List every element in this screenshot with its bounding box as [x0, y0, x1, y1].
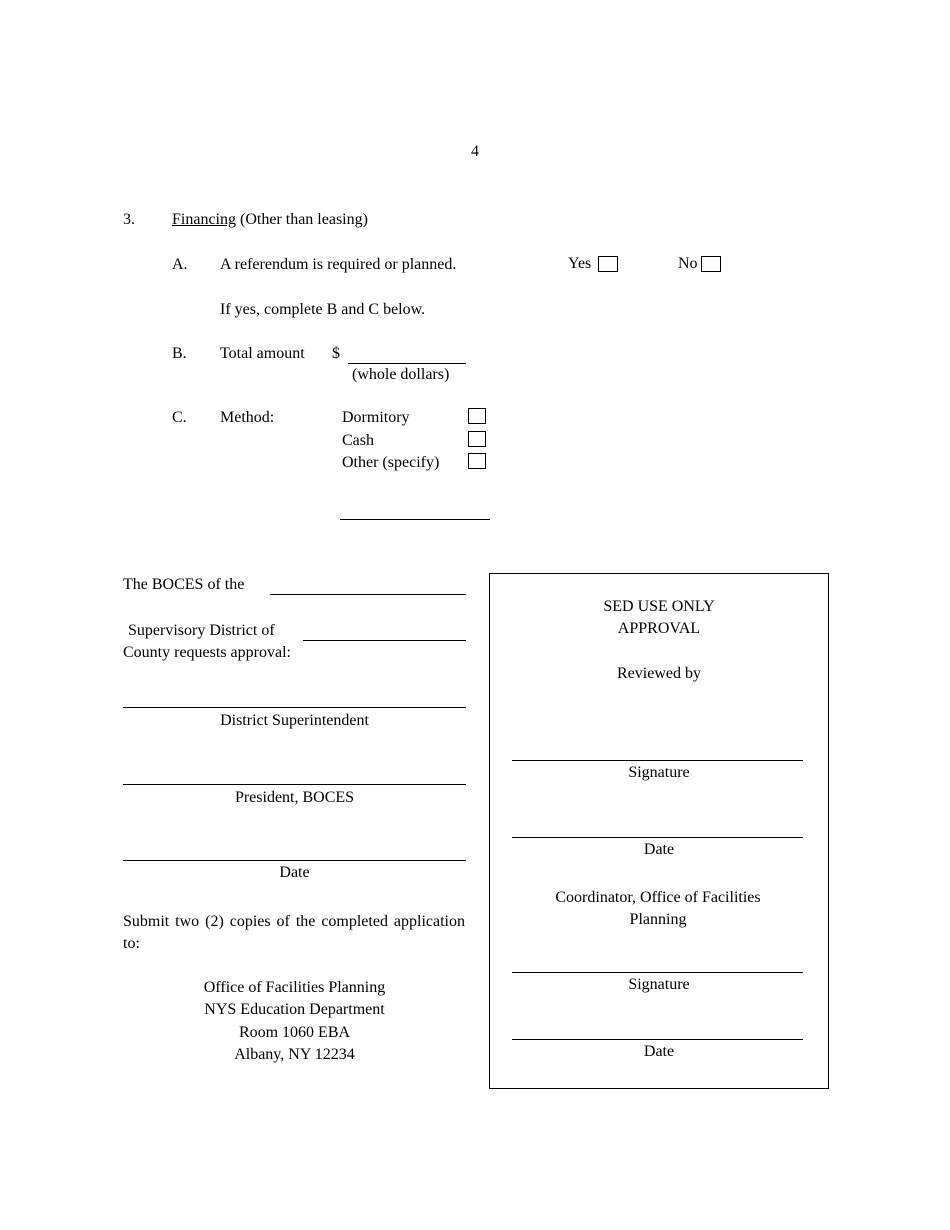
method-option-dormitory: Dormitory: [342, 409, 410, 426]
yes-label: Yes: [568, 255, 592, 272]
sed-date1-label: Date: [643, 841, 675, 858]
sed-date2-label: Date: [643, 1043, 675, 1060]
section-heading: [172, 211, 368, 229]
other-specify-field[interactable]: [340, 519, 490, 520]
dollar-sign: $: [332, 345, 340, 362]
date-label: Date: [279, 864, 310, 881]
supervisory-district-label: Supervisory District of: [128, 622, 275, 639]
address-line-1: Office of Facilities Planning: [203, 979, 386, 996]
total-amount-field[interactable]: [348, 363, 466, 364]
reviewed-by-label: Reviewed by: [617, 665, 701, 682]
method-option-other: Other (specify): [342, 454, 440, 471]
whole-dollars-hint: (whole dollars): [352, 366, 450, 383]
item-a-text: A referendum is required or planned.: [220, 256, 457, 273]
address-line-2: NYS Education Department: [204, 1001, 385, 1019]
other-checkbox[interactable]: [468, 453, 486, 469]
cash-checkbox[interactable]: [468, 431, 486, 447]
item-a-label: A.: [172, 256, 188, 273]
item-b-text: Total amount: [220, 345, 305, 362]
sed-signature2-label: Signature: [628, 976, 690, 993]
section-heading-word: Financing: [172, 211, 236, 228]
date-signature-line[interactable]: [123, 860, 466, 861]
president-boces-signature-line[interactable]: [123, 784, 466, 785]
address-line-4: Albany, NY 12234: [234, 1046, 355, 1064]
supervisory-district-field[interactable]: [303, 640, 466, 641]
sed-box-title-line1: SED USE ONLY: [603, 598, 715, 615]
item-b-label: B.: [172, 345, 187, 362]
county-requests-label: County requests approval:: [123, 644, 291, 661]
boces-of-the-label: The BOCES of the: [123, 576, 245, 593]
submit-instruction: Submit two (2) copies of the completed application to:: [123, 913, 465, 952]
sed-date1-line[interactable]: [512, 837, 803, 838]
president-boces-label: President, BOCES: [234, 789, 355, 806]
sed-signature2-line[interactable]: [512, 972, 803, 973]
coordinator-label: Coordinator, Office of Facilities Planning: [555, 889, 761, 928]
district-superintendent-signature-line[interactable]: [123, 707, 466, 708]
sed-signature1-line[interactable]: [512, 760, 803, 761]
section-number: 3.: [123, 211, 135, 228]
item-c-text: Method:: [220, 409, 275, 426]
dormitory-checkbox[interactable]: [468, 408, 486, 424]
sed-date2-line[interactable]: [512, 1039, 803, 1040]
mailing-address: [123, 977, 466, 1067]
method-option-cash: Cash: [342, 432, 374, 449]
item-c-label: C.: [172, 409, 187, 426]
address-line-3: Room 1060 EBA: [238, 1023, 351, 1041]
page-number: 4: [471, 143, 479, 160]
district-superintendent-label: District Superintendent: [220, 712, 369, 729]
no-label: No: [678, 255, 698, 272]
section-heading-rest: (Other than leasing): [236, 211, 368, 228]
sed-signature1-label: Signature: [628, 764, 690, 781]
sed-use-only-box: [489, 573, 829, 1089]
no-checkbox[interactable]: [701, 256, 721, 272]
yes-checkbox[interactable]: [598, 256, 618, 272]
sed-box-title-line2: APPROVAL: [617, 620, 701, 637]
item-a-note: If yes, complete B and C below.: [220, 301, 426, 318]
boces-name-field[interactable]: [270, 594, 466, 595]
